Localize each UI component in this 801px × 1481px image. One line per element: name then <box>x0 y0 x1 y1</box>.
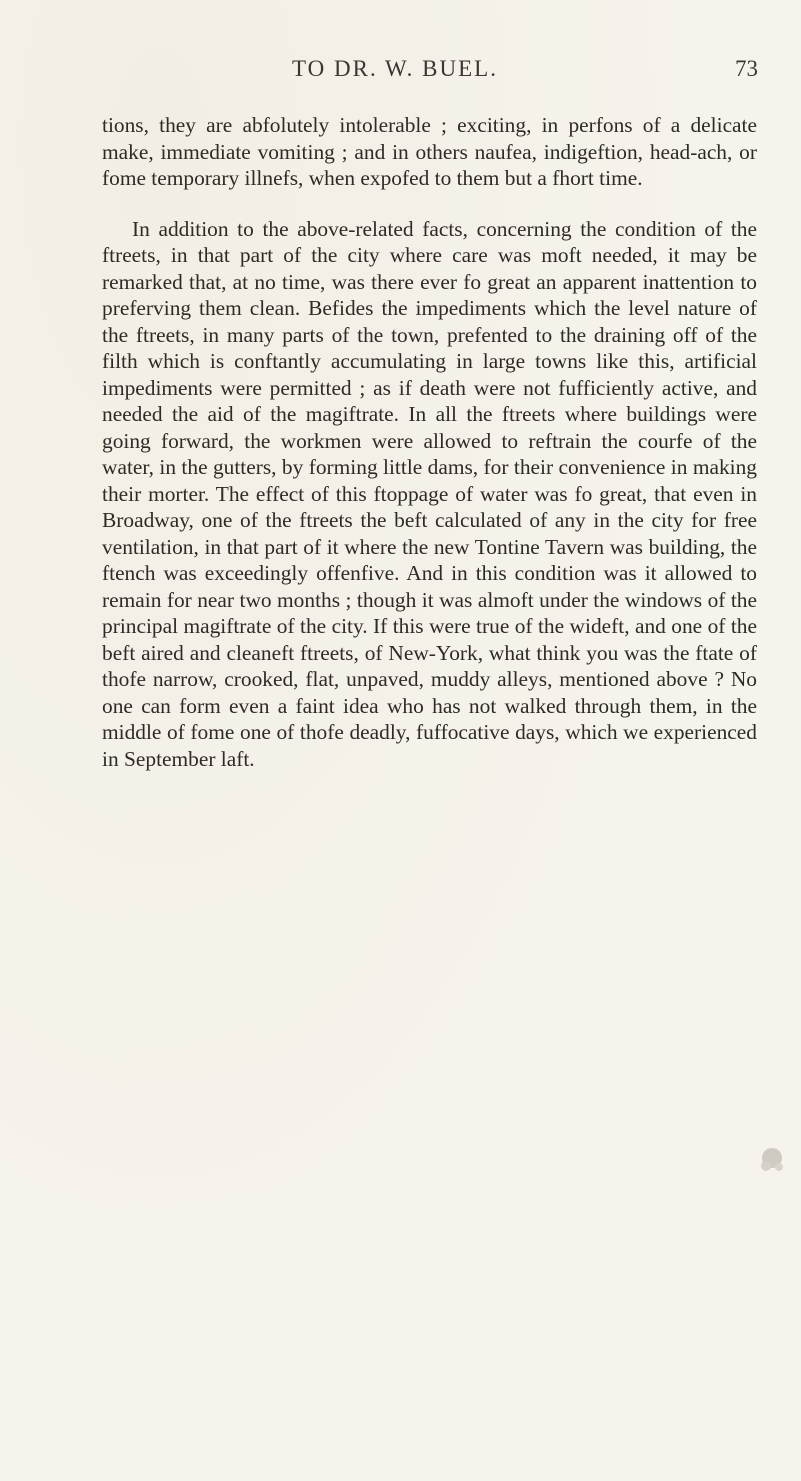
body-text <box>102 112 757 772</box>
paragraph-2: In addition to the above-related facts, concerning the condition of the ftreets, in that part of the city where care was moft needed, it may be remarked that, at no time, was there ever fo great an apparent inattention to preferving them clean. Befides the impediments which the level nature of the ftreets, in many parts of the town, prefented to the draining off of the filth which is conftantly accumulating in large towns like this, artificial impediments were permitted ; as if death were not fufficiently active, and needed the aid of the magiftrate. In all the ftreets where buildings were going forward, the workmen were allowed to reftrain the courfe of the water, in the gutters, by forming little dams, for their convenience in making their morter. The effect of this ftoppage of water was fo great, that even in Broadway, one of the ftreets the beft calculated of any in the city for free ventilation, in that part of it where the new Tontine Tavern was building, the ftench was exceedingly offenfive. And in this condition was it allowed to remain for near two months ; though it was almoft under the windows of the principal magiftrate of the city. If this were true of the wideft, and one of the beft aired and cleaneft ftreets, of New-York, what think you was the ftate of thofe narrow, crooked, flat, unpaved, muddy alleys, mentioned above ? No one can form even a faint idea who has not walked through them, in the middle of fome one of thofe deadly, fuffocative days, which we experienced in September laft. <box>102 216 757 771</box>
page-number: 73 <box>735 56 758 81</box>
paragraph-1: tions, they are abfolutely intolerable ; exciting, in perfons of a delicate make, immediate vomiting ; and in others naufea, indigeftion, head-ach, or fome temporary illnefs, when expofed to them but a fhort time. <box>102 113 757 190</box>
running-head <box>0 56 801 84</box>
running-title: TO DR. W. BUEL. <box>292 56 498 81</box>
ink-smudge-icon <box>752 1140 792 1180</box>
